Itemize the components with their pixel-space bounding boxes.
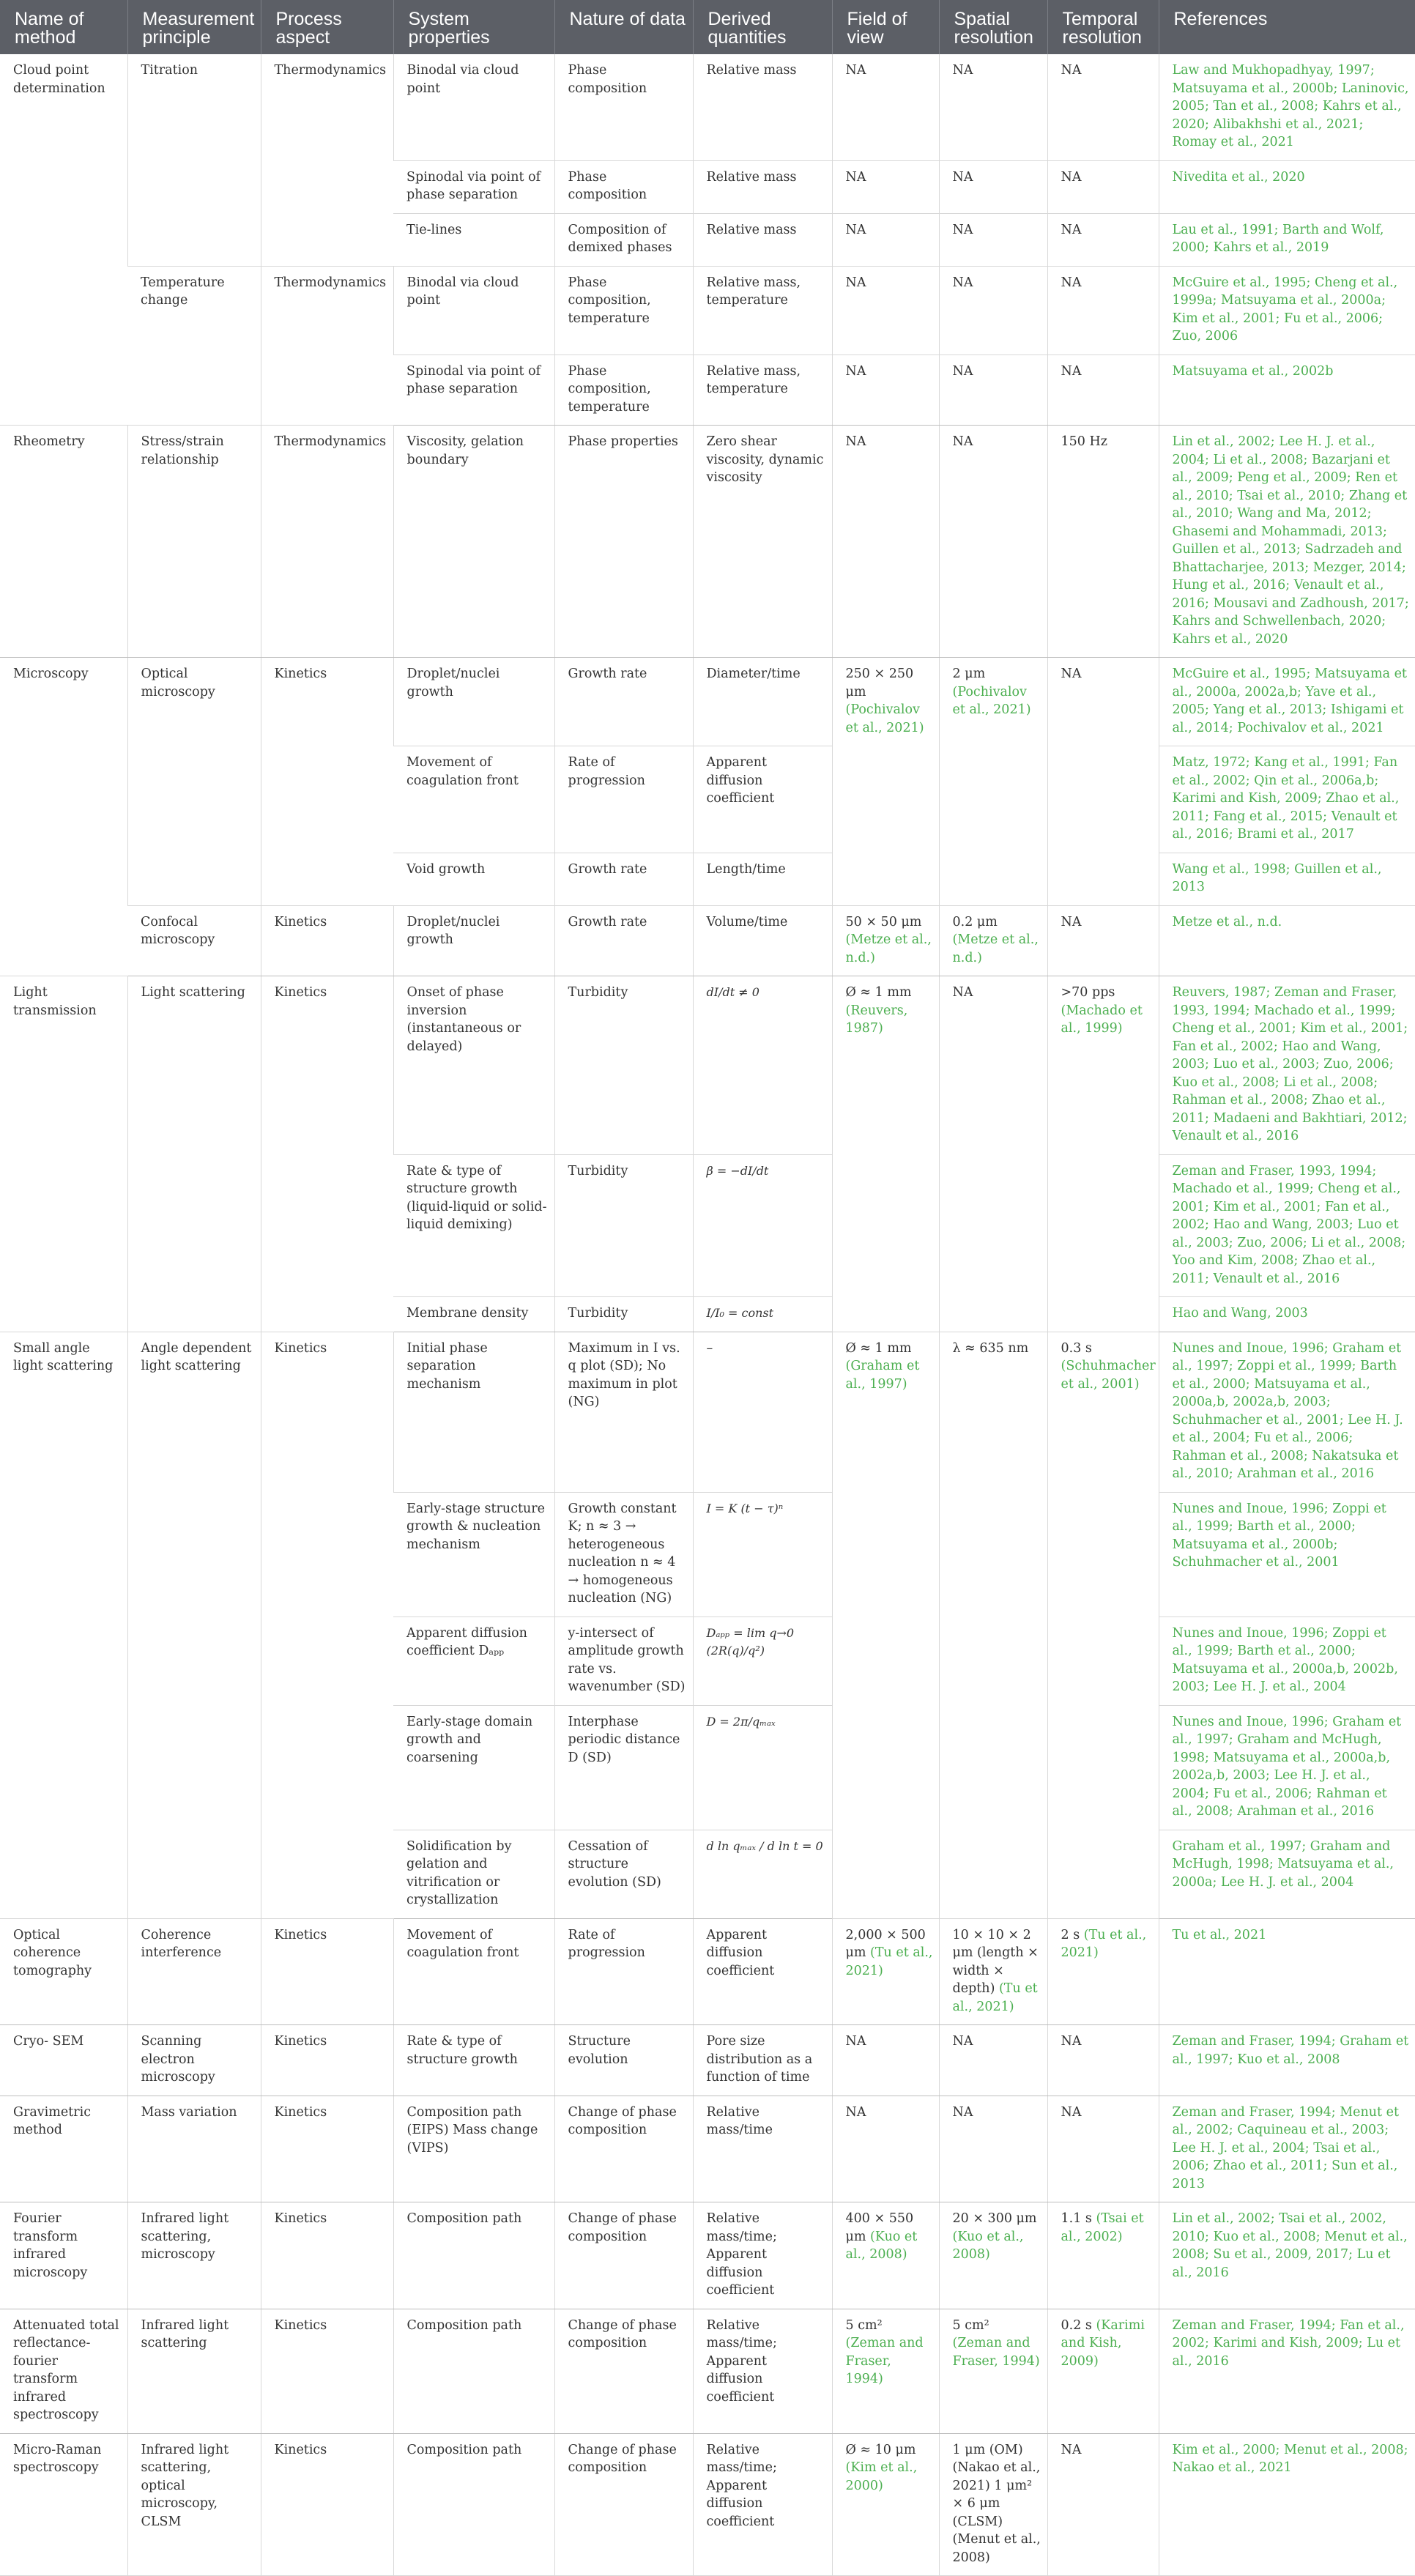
- cell-method: Cryo- SEM: [0, 2025, 127, 2096]
- cell-nature: Phase composition: [554, 54, 693, 160]
- cell-derived: Relative mass/time; Apparent diffusion coefficient: [693, 2202, 832, 2309]
- cell-spatial: [939, 2309, 1047, 2433]
- cell-principle: Angle dependent light scattering: [127, 1332, 261, 1918]
- cell-derived: Dₐₚₚ = lim q→0 (2R(q)/q²): [693, 1617, 832, 1705]
- fov-value: 400 × 550 μm: [845, 2211, 914, 2244]
- table-row: [0, 54, 1415, 160]
- cell-refs: Nivedita et al., 2020: [1159, 160, 1415, 213]
- cell-derived: Relative mass, temperature: [693, 266, 832, 355]
- cell-props: Solidification by gelation and vitrification or crystallization: [393, 1830, 554, 1918]
- cell-props: Void growth: [393, 853, 554, 905]
- cell-refs: Zeman and Fraser, 1994; Graham et al., 1997; Kuo et al., 2008: [1159, 2025, 1415, 2096]
- cell-fov: NA: [832, 2025, 939, 2096]
- cell-method: Fourier transform infrared microscopy: [0, 2202, 127, 2309]
- cell-spatial: 1 μm (OM) (Nakao et al., 2021) 1 μm² × 6 μm (CLSM) (Menut et al., 2008): [939, 2433, 1047, 2576]
- cell-nature: Growth rate: [554, 853, 693, 905]
- cell-aspect: Thermodynamics: [261, 426, 393, 658]
- cell-derived: Relative mass/time; Apparent diffusion coefficient: [693, 2309, 832, 2433]
- cell-derived: Relative mass: [693, 160, 832, 213]
- cell-props: Droplet/nuclei growth: [393, 658, 554, 746]
- cell-spatial: NA: [939, 266, 1047, 355]
- temporal-value: 1.1 s: [1061, 2211, 1092, 2226]
- header-derived: Derived quantities: [693, 0, 832, 54]
- cell-nature: Cessation of structure evolution (SD): [554, 1830, 693, 1918]
- cell-derived: Relative mass/time; Apparent diffusion coefficient: [693, 2433, 832, 2576]
- cell-derived: –: [693, 1332, 832, 1492]
- cell-aspect: Kinetics: [261, 2433, 393, 2576]
- cell-refs: Matsuyama et al., 2002b: [1159, 355, 1415, 426]
- cell-principle: Infrared light scattering, optical microscopy, CLSM: [127, 2433, 261, 2576]
- cell-props: Composition path: [393, 2202, 554, 2309]
- cell-temporal: NA: [1047, 213, 1159, 266]
- cell-derived: Pore size distribution as a function of time: [693, 2025, 832, 2096]
- cell-principle: Light scattering: [127, 976, 261, 1332]
- cell-temporal: NA: [1047, 266, 1159, 355]
- cell-aspect: Kinetics: [261, 2025, 393, 2096]
- cell-temporal: NA: [1047, 2096, 1159, 2202]
- cell-temporal: [1047, 2202, 1159, 2309]
- cell-refs: Zeman and Fraser, 1994; Menut et al., 2002; Caquineau et al., 2003; Lee H. J. et al., 2004; Tsai et al., 2006; Zhao et al., 2011; Sun et al., 2013: [1159, 2096, 1415, 2202]
- cell-derived: Apparent diffusion coefficient: [693, 746, 832, 853]
- cell-principle: Temperature change: [127, 266, 261, 426]
- cell-principle: Optical microscopy: [127, 658, 261, 906]
- cell-derived: D = 2π/qₘₐₓ: [693, 1705, 832, 1830]
- fov-value: 2,000 × 500 μm: [845, 1927, 926, 1960]
- cell-nature: Change of phase composition: [554, 2433, 693, 2576]
- cell-method: Micro-Raman spectroscopy: [0, 2433, 127, 2576]
- cell-refs: Lin et al., 2002; Tsai et al., 2002, 2010; Kuo et al., 2008; Menut et al., 2008; Su et al., 2009, 2017; Lu et al., 2016: [1159, 2202, 1415, 2309]
- cell-derived: Length/time: [693, 853, 832, 905]
- spatial-citation: (Zeman and Fraser, 1994): [952, 2336, 1040, 2369]
- cell-spatial: NA: [939, 426, 1047, 658]
- cell-spatial: NA: [939, 160, 1047, 213]
- cell-principle: Infrared light scattering, microscopy: [127, 2202, 261, 2309]
- cell-spatial: [939, 2202, 1047, 2309]
- cell-props: Movement of coagulation front: [393, 1918, 554, 2025]
- cell-nature: Growth rate: [554, 905, 693, 976]
- cell-nature: Turbidity: [554, 1154, 693, 1297]
- cell-method: Rheometry: [0, 426, 127, 658]
- cell-temporal: [1047, 1332, 1159, 1918]
- cell-refs: McGuire et al., 1995; Cheng et al., 1999a; Matsuyama et al., 2000a; Kim et al., 2001; Fu et al., 2006; Zuo, 2006: [1159, 266, 1415, 355]
- cell-refs: Metze et al., n.d.: [1159, 905, 1415, 976]
- cell-method: Gravimetric method: [0, 2096, 127, 2202]
- fov-citation: (Tu et al., 2021): [845, 1945, 933, 1978]
- cell-props: Tie-lines: [393, 213, 554, 266]
- table-row: [0, 426, 1415, 658]
- cell-refs: Wang et al., 1998; Guillen et al., 2013: [1159, 853, 1415, 905]
- cell-nature: Composition of demixed phases: [554, 213, 693, 266]
- temporal-citation: (Machado et al., 1999): [1061, 1003, 1143, 1036]
- cell-fov: [832, 2309, 939, 2433]
- cell-derived: Zero shear viscosity, dynamic viscosity: [693, 426, 832, 658]
- header-principle: Measurement principle: [127, 0, 261, 54]
- cell-refs: Hao and Wang, 2003: [1159, 1297, 1415, 1332]
- fov-citation: (Kim et al., 2000): [845, 2460, 918, 2493]
- fov-value: 50 × 50 μm: [845, 914, 922, 929]
- cell-nature: Turbidity: [554, 976, 693, 1155]
- spatial-value: 2 μm: [952, 667, 986, 681]
- header-method: Name of method: [0, 0, 127, 54]
- cell-principle: Scanning electron microscopy: [127, 2025, 261, 2096]
- temporal-value: 0.2 s: [1061, 2317, 1092, 2333]
- header-aspect: Process aspect: [261, 0, 393, 54]
- cell-principle: Coherence interference: [127, 1918, 261, 2025]
- cell-nature: Change of phase composition: [554, 2096, 693, 2202]
- cell-nature: Growth rate: [554, 658, 693, 746]
- cell-props: Early-stage domain growth and coarsening: [393, 1705, 554, 1830]
- fov-citation: (Pochivalov et al., 2021): [845, 702, 924, 735]
- fov-citation: (Kuo et al., 2008): [845, 2229, 918, 2262]
- table-row: [0, 2096, 1415, 2202]
- cell-derived: Volume/time: [693, 905, 832, 976]
- cell-spatial: NA: [939, 2025, 1047, 2096]
- cell-temporal: NA: [1047, 355, 1159, 426]
- cell-refs: Zeman and Fraser, 1994; Fan et al., 2002; Karimi and Kish, 2009; Lu et al., 2016: [1159, 2309, 1415, 2433]
- temporal-citation: (Tu et al., 2021): [1061, 1927, 1147, 1960]
- cell-refs: Matz, 1972; Kang et al., 1991; Fan et al., 2002; Qin et al., 2006a,b; Karimi and Kish, 2009; Zhao et al., 2011; Fang et al., 2015; Venault et al., 2016; Brami et al., 2017: [1159, 746, 1415, 853]
- table-row: [0, 2309, 1415, 2433]
- cell-aspect: Kinetics: [261, 658, 393, 906]
- cell-nature: Rate of progression: [554, 746, 693, 853]
- fov-value: Ø ≈ 1 mm: [845, 985, 912, 1000]
- cell-aspect: Thermodynamics: [261, 266, 393, 426]
- cell-fov: [832, 1332, 939, 1918]
- table-row: [0, 1332, 1415, 1492]
- cell-spatial: NA: [939, 2096, 1047, 2202]
- cell-nature: Phase composition: [554, 160, 693, 213]
- cell-refs: Nunes and Inoue, 1996; Graham et al., 1997; Graham and McHugh, 1998; Matsuyama et al., 2000a,b, 2002a,b, 2003; Lee H. J. et al., 2004; Fu et al., 2006; Rahman et al., 2008; Arahman et al., 2016: [1159, 1705, 1415, 1830]
- cell-fov: NA: [832, 355, 939, 426]
- cell-derived: Relative mass: [693, 213, 832, 266]
- cell-temporal: NA: [1047, 160, 1159, 213]
- cell-fov: NA: [832, 160, 939, 213]
- cell-refs: Nunes and Inoue, 1996; Zoppi et al., 1999; Barth et al., 2000; Matsuyama et al., 2000b; Schuhmacher et al., 2001: [1159, 1492, 1415, 1617]
- temporal-citation: (Schuhmacher et al., 2001): [1061, 1359, 1156, 1392]
- fov-value: 5 cm²: [845, 2317, 883, 2333]
- cell-refs: Lau et al., 1991; Barth and Wolf, 2000; Kahrs et al., 2019: [1159, 213, 1415, 266]
- spatial-citation: (Metze et al., n.d.): [952, 932, 1039, 965]
- table-row: [0, 2433, 1415, 2576]
- cell-nature: Change of phase composition: [554, 2309, 693, 2433]
- cell-fov: [832, 976, 939, 1332]
- cell-derived: Apparent diffusion coefficient: [693, 1918, 832, 2025]
- cell-nature: Turbidity: [554, 1297, 693, 1332]
- cell-temporal: NA: [1047, 658, 1159, 906]
- cell-spatial: NA: [939, 213, 1047, 266]
- cell-nature: Rate of progression: [554, 1918, 693, 2025]
- cell-nature: Growth constant K; n ≈ 3 → heterogeneous nucleation n ≈ 4 → homogeneous nucleation (NG): [554, 1492, 693, 1617]
- cell-nature: Phase composition, temperature: [554, 266, 693, 355]
- temporal-value: >70 pps: [1061, 985, 1115, 1000]
- header-temporal: Temporal resolution: [1047, 0, 1159, 54]
- cell-spatial: λ ≈ 635 nm: [939, 1332, 1047, 1918]
- cell-temporal: 150 Hz: [1047, 426, 1159, 658]
- cell-derived: β = −dI/dt: [693, 1154, 832, 1297]
- header-nature: Nature of data: [554, 0, 693, 54]
- cell-props: Initial phase separation mechanism: [393, 1332, 554, 1492]
- fov-citation: (Reuvers, 1987): [845, 1003, 908, 1036]
- cell-props: Binodal via cloud point: [393, 54, 554, 160]
- spatial-value: 0.2 μm: [952, 914, 998, 929]
- cell-temporal: NA: [1047, 2433, 1159, 2576]
- cell-fov: NA: [832, 54, 939, 160]
- cell-derived: Relative mass: [693, 54, 832, 160]
- cell-aspect: Kinetics: [261, 2309, 393, 2433]
- temporal-citation: (Tsai et al., 2002): [1061, 2211, 1144, 2244]
- cell-refs: Nunes and Inoue, 1996; Graham et al., 1997; Zoppi et al., 1999; Barth et al., 2000; Matsuyama et al., 2000a,b, 2002a,b, 2003; Schuhmacher et al., 2001; Lee H. J. et al., 2004; Fu et al., 2006; Rahman et al., 2008; Nakatsuka et al., 2010; Arahman et al., 2016: [1159, 1332, 1415, 1492]
- cell-fov: NA: [832, 2096, 939, 2202]
- cell-spatial: NA: [939, 54, 1047, 160]
- temporal-value: 2 s: [1061, 1927, 1080, 1942]
- fov-value: Ø ≈ 10 μm: [845, 2442, 916, 2457]
- cell-fov: NA: [832, 426, 939, 658]
- cell-refs: Zeman and Fraser, 1993, 1994; Machado et al., 1999; Cheng et al., 2001; Kim et al., 2001; Fan et al., 2002; Hao and Wang, 2003; Luo et al., 2003; Zuo, 2006; Li et al., 2008; Yoo and Kim, 2008; Zhao et al., 2011; Venault et al., 2016: [1159, 1154, 1415, 1297]
- cell-props: Droplet/nuclei growth: [393, 905, 554, 976]
- cell-temporal: NA: [1047, 905, 1159, 976]
- fov-value: Ø ≈ 1 mm: [845, 1340, 912, 1356]
- cell-spatial: NA: [939, 355, 1047, 426]
- table-row: [0, 658, 1415, 746]
- cell-props: Viscosity, gelation boundary: [393, 426, 554, 658]
- cell-refs: Reuvers, 1987; Zeman and Fraser, 1993, 1994; Machado et al., 1999; Cheng et al., 2001; Kim et al., 2001; Fan et al., 2002; Hao and Wang, 2003; Luo et al., 2003; Zuo, 2006; Kuo et al., 2008; Li et al., 2008; Rahman et al., 2008; Zhao et al., 2011; Madaeni and Bakhtiari, 2012; Venault et al., 2016: [1159, 976, 1415, 1155]
- cell-derived: dI/dt ≠ 0: [693, 976, 832, 1155]
- cell-nature: Maximum in I vs. q plot (SD); No maximum in plot (NG): [554, 1332, 693, 1492]
- cell-aspect: Kinetics: [261, 976, 393, 1332]
- cell-nature: Interphase periodic distance D (SD): [554, 1705, 693, 1830]
- temporal-value: 0.3 s: [1061, 1340, 1092, 1356]
- cell-props: Composition path: [393, 2433, 554, 2576]
- cell-derived: I/I₀ = const: [693, 1297, 832, 1332]
- cell-method: Small angle light scattering: [0, 1332, 127, 1918]
- cell-method: Optical coherence tomography: [0, 1918, 127, 2025]
- fov-citation: (Metze et al., n.d.): [845, 932, 932, 965]
- cell-temporal: NA: [1047, 54, 1159, 160]
- cell-derived: Relative mass, temperature: [693, 355, 832, 426]
- spatial-citation: (Kuo et al., 2008): [952, 2229, 1024, 2262]
- cell-derived: Diameter/time: [693, 658, 832, 746]
- table-row: [0, 905, 1415, 976]
- cell-derived: d ln qₘₐₓ / d ln t = 0: [693, 1830, 832, 1918]
- cell-principle: Confocal microscopy: [127, 905, 261, 976]
- cell-props: Membrane density: [393, 1297, 554, 1332]
- cell-props: Spinodal via point of phase separation: [393, 355, 554, 426]
- table-row: [0, 266, 1415, 355]
- cell-props: Movement of coagulation front: [393, 746, 554, 853]
- cell-props: Rate & type of structure growth: [393, 2025, 554, 2096]
- spatial-citation: (Pochivalov et al., 2021): [952, 684, 1031, 717]
- cell-method: Cloud point determination: [0, 54, 127, 426]
- cell-aspect: Kinetics: [261, 2096, 393, 2202]
- cell-aspect: Thermodynamics: [261, 54, 393, 266]
- cell-nature: y-intersect of amplitude growth rate vs. wavenumber (SD): [554, 1617, 693, 1705]
- cell-refs: Tu et al., 2021: [1159, 1918, 1415, 2025]
- cell-refs: Nunes and Inoue, 1996; Zoppi et al., 1999; Barth et al., 2000; Matsuyama et al., 2000a,b, 2002b, 2003; Lee H. J. et al., 2004: [1159, 1617, 1415, 1705]
- header-fov: Field of view: [832, 0, 939, 54]
- cell-principle: Titration: [127, 54, 261, 266]
- spatial-value: 10 × 10 × 2 μm (length × width × depth): [952, 1927, 1039, 1996]
- table-row: [0, 976, 1415, 1155]
- cell-aspect: Kinetics: [261, 1332, 393, 1918]
- cell-spatial: [939, 658, 1047, 906]
- temporal-citation: (Karimi and Kish, 2009): [1061, 2317, 1145, 2369]
- cell-aspect: Kinetics: [261, 905, 393, 976]
- cell-principle: Stress/strain relationship: [127, 426, 261, 658]
- header-refs: References: [1159, 0, 1415, 54]
- cell-props: Onset of phase inversion (instantaneous or delayed): [393, 976, 554, 1155]
- cell-nature: Change of phase composition: [554, 2202, 693, 2309]
- cell-fov: NA: [832, 266, 939, 355]
- cell-refs: Lin et al., 2002; Lee H. J. et al., 2004; Li et al., 2008; Bazarjani et al., 2009; Peng et al., 2009; Ren et al., 2010; Tsai et al., 2010; Zhang et al., 2010; Wang and Ma, 2012; Ghasemi and Mohammadi, 2013; Guillen et al., 2013; Sadrzadeh and Bhattacharjee, 2013; Mezger, 2014; Hung et al., 2016; Venault et al., 2016; Mousavi and Zadhoush, 2017; Kahrs and Schwellenbach, 2020; Kahrs et al., 2020: [1159, 426, 1415, 658]
- cell-derived: I = K (t − τ)ⁿ: [693, 1492, 832, 1617]
- cell-fov: [832, 2202, 939, 2309]
- header-spatial: Spatial resolution: [939, 0, 1047, 54]
- cell-nature: Structure evolution: [554, 2025, 693, 2096]
- cell-refs: McGuire et al., 1995; Matsuyama et al., 2000a, 2002a,b; Yave et al., 2005; Yang et al., 2013; Ishigami et al., 2014; Pochivalov et al., 2021: [1159, 658, 1415, 746]
- cell-temporal: [1047, 2309, 1159, 2433]
- cell-fov: NA: [832, 213, 939, 266]
- cell-props: Apparent diffusion coefficient Dₐₚₚ: [393, 1617, 554, 1705]
- cell-props: Composition path (EIPS) Mass change (VIPS): [393, 2096, 554, 2202]
- cell-method: Light transmission: [0, 976, 127, 1332]
- cell-aspect: Kinetics: [261, 1918, 393, 2025]
- cell-spatial: [939, 905, 1047, 976]
- cell-fov: [832, 905, 939, 976]
- spatial-citation: (Tu et al., 2021): [952, 1981, 1038, 2014]
- cell-fov: [832, 658, 939, 906]
- table-row: [0, 1918, 1415, 2025]
- cell-principle: Infrared light scattering: [127, 2309, 261, 2433]
- cell-method: Attenuated total reflectance-fourier transform infrared spectroscopy: [0, 2309, 127, 2433]
- table-row: [0, 2202, 1415, 2309]
- fov-citation: (Zeman and Fraser, 1994): [845, 2336, 924, 2386]
- table-row: [0, 2025, 1415, 2096]
- cell-nature: Phase composition, temperature: [554, 355, 693, 426]
- cell-refs: Kim et al., 2000; Menut et al., 2008; Nakao et al., 2021: [1159, 2433, 1415, 2576]
- spatial-value: 5 cm²: [952, 2317, 989, 2333]
- cell-props: Rate & type of structure growth (liquid-liquid or solid-liquid demixing): [393, 1154, 554, 1297]
- header-props: System properties: [393, 0, 554, 54]
- fov-value: 250 × 250 μm: [845, 667, 914, 699]
- cell-spatial: [939, 1918, 1047, 2025]
- cell-fov: [832, 2433, 939, 2576]
- cell-principle: Mass variation: [127, 2096, 261, 2202]
- fov-citation: (Graham et al., 1997): [845, 1359, 920, 1392]
- cell-refs: Graham et al., 1997; Graham and McHugh, 1998; Matsuyama et al., 2000a; Lee H. J. et al., 2004: [1159, 1830, 1415, 1918]
- header-row: [0, 0, 1415, 54]
- cell-temporal: NA: [1047, 2025, 1159, 2096]
- cell-nature: Phase properties: [554, 426, 693, 658]
- cell-method: Microscopy: [0, 658, 127, 976]
- cell-props: Binodal via cloud point: [393, 266, 554, 355]
- cell-aspect: Kinetics: [261, 2202, 393, 2309]
- cell-derived: Relative mass/time: [693, 2096, 832, 2202]
- cell-refs: Law and Mukhopadhyay, 1997; Matsuyama et al., 2000b; Laninovic, 2005; Tan et al., 2008; Kahrs et al., 2020; Alibakhshi et al., 2021; Romay et al., 2021: [1159, 54, 1415, 160]
- cell-fov: [832, 1918, 939, 2025]
- cell-props: Spinodal via point of phase separation: [393, 160, 554, 213]
- cell-spatial: NA: [939, 976, 1047, 1332]
- cell-temporal: [1047, 976, 1159, 1332]
- cell-props: Composition path: [393, 2309, 554, 2433]
- spatial-value: 20 × 300 μm: [952, 2211, 1037, 2226]
- cell-props: Early-stage structure growth & nucleation mechanism: [393, 1492, 554, 1617]
- cell-temporal: [1047, 1918, 1159, 2025]
